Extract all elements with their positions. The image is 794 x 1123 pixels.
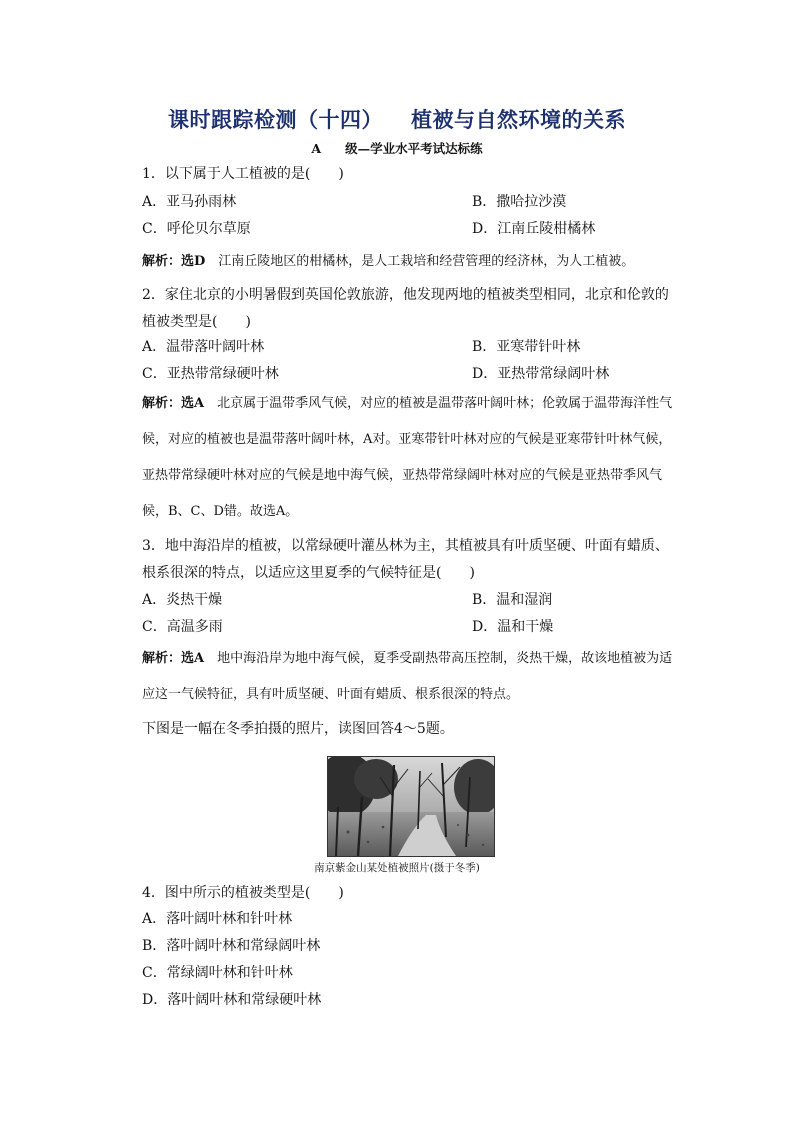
question-3-option-d: D．温和干燥 — [472, 619, 554, 635]
question-2-option-a: A．温带落叶阔叶林 — [142, 339, 265, 355]
question-3-analysis-prefix: 解析：选A — [142, 651, 218, 666]
question-3-analysis — [142, 641, 682, 713]
question-2-stem: 2．家住北京的小明暑假到英国伦敦旅游，他发现两地的植被类型相同，北京和伦敦的植被类型是( ) — [142, 287, 669, 330]
question-1-stem: 1．以下属于人工植被的是( ) — [142, 166, 344, 182]
question-1-option-b: B．撒哈拉沙漠 — [472, 194, 567, 210]
question-4-option-b: B．落叶阔叶林和常绿阔叶林 — [142, 938, 321, 954]
question-2-analysis — [142, 386, 682, 530]
question-4-option-d: D．落叶阔叶林和常绿硬叶林 — [142, 992, 322, 1008]
question-1-option-c: C．呼伦贝尔草原 — [142, 221, 251, 237]
question-1-option-d: D．江南丘陵柑橘林 — [472, 221, 596, 237]
section-letter: A — [311, 141, 322, 156]
question-2-option-b: B．亚寒带针叶林 — [472, 339, 581, 355]
question-1-analysis-prefix: 解析：选D — [142, 254, 219, 269]
section-text: 级—学业水平考试达标练 — [345, 141, 483, 156]
question-3-analysis-text: 地中海沿岸为地中海气候，夏季受副热带高压控制，炎热干燥，故该地植被为适应这一气候特征，具有叶质坚硬、叶面有蜡质、根系很深的特点。 — [142, 651, 673, 702]
forest-path-illustration — [328, 757, 494, 856]
page-title-main: 课时跟踪检测（十四） — [168, 108, 383, 132]
question-2-option-d: D．亚热带常绿阔叶林 — [472, 366, 610, 382]
question-4-option-a: A．落叶阔叶林和针叶林 — [142, 911, 293, 927]
question-1-option-a: A．亚马孙雨林 — [142, 194, 237, 210]
section-heading — [0, 139, 794, 157]
intro-questions-4-5: 下图是一幅在冬季拍摄的照片，读图回答4～5题。 — [142, 721, 454, 737]
question-1-analysis — [142, 252, 682, 272]
page-title — [0, 104, 794, 134]
question-2-analysis-text: 北京属于温带季风气候，对应的植被是温带落叶阔叶林；伦敦属于温带海洋性气候，对应的植被也是温带落叶阔叶林，A对。亚寒带针叶林对应的气候是亚寒带针叶林气候，亚热带常绿硬叶林对应的气候是地中海气候，亚热带常绿阔叶林对应的气候是亚热带季风气候，B、C、D错。故选A。 — [142, 396, 673, 519]
question-3-option-c: C．高温多雨 — [142, 619, 223, 635]
question-2-analysis-prefix: 解析：选A — [142, 396, 218, 411]
question-3-option-a: A．炎热干燥 — [142, 592, 223, 608]
page-title-sub: 植被与自然环境的关系 — [411, 108, 626, 132]
question-2-option-c: C．亚热带常绿硬叶林 — [142, 366, 279, 382]
forest-path-photo — [327, 756, 495, 857]
question-3-option-b: B．温和湿润 — [472, 592, 553, 608]
question-1-analysis-text: 江南丘陵地区的柑橘林，是人工栽培和经营管理的经济林，为人工植被。 — [218, 254, 635, 269]
question-3-stem: 3．地中海沿岸的植被，以常绿硬叶灌丛林为主，其植被具有叶质坚硬、叶面有蜡质、根系很深的特点，以适应这里夏季的气候特征是( ) — [142, 538, 669, 581]
question-4-option-c: C．常绿阔叶林和针叶林 — [142, 965, 293, 981]
photo-caption: 南京紫金山某处植被照片(摄于冬季) — [314, 862, 480, 874]
question-4-stem: 4．图中所示的植被类型是( ) — [142, 885, 344, 901]
